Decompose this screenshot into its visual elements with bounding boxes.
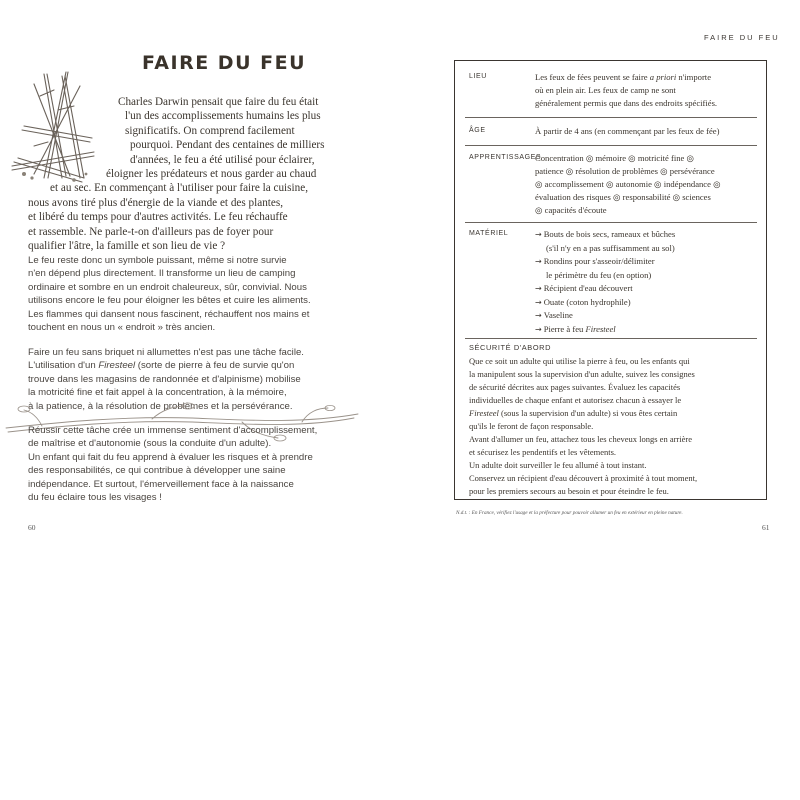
text-line: À partir de 4 ans (en commençant par les feux de fée) <box>535 126 720 136</box>
text-line: qu'ils le feront de façon responsable. <box>469 421 594 431</box>
row-lieu <box>465 69 757 118</box>
translator-footnote: N.d.t. : En France, vérifiez l'usage et la préfecture pour pouvoir allumer un feu en extérieur en pleine nature. <box>456 510 683 516</box>
text-line: patience ◎ résolution de problèmes ◎ persévérance <box>535 165 715 176</box>
text-line: trouve dans les magasins de randonnée et d'alpinisme) mobilise <box>28 373 301 385</box>
text-line <box>28 359 350 372</box>
row-materiel <box>465 226 757 339</box>
arrow-icon: → <box>535 256 542 266</box>
item-text: Vaseline <box>543 310 573 321</box>
info-box <box>454 60 767 500</box>
text-line: indépendance. Et surtout, l'émerveillement face à la naissance <box>28 478 294 490</box>
intro-line: Charles Darwin pensait que faire du feu était <box>118 96 319 108</box>
list-item <box>535 282 765 296</box>
label-age: ÂGE <box>469 127 486 134</box>
safety-title: SÉCURITÉ D'ABORD <box>469 343 552 352</box>
list-item <box>535 296 765 310</box>
text-line: Le feu reste donc un symbole puissant, même si notre survie <box>28 255 287 266</box>
intro-line: nous avons tiré plus d'énergie de la viande et des plantes, <box>28 196 284 209</box>
row-age <box>465 123 757 146</box>
text-line: à la patience, à la résolution de problèmes et la persévérance. <box>28 400 293 412</box>
running-header: FAIRE DU FEU <box>704 33 780 42</box>
text-line: la motricité fine et fait appel à la concentration, à la mémoire, <box>28 387 287 399</box>
text-line: ◎ accomplissement ◎ autonomie ◎ indépendance ◎ <box>535 178 721 189</box>
text-line: la manipulent sous la supervision d'un adulte, suivez les consignes <box>469 369 695 379</box>
arrow-icon: → <box>535 283 542 293</box>
list-item <box>535 323 765 337</box>
value-apprentissages <box>535 152 765 217</box>
left-page <box>0 0 400 540</box>
list-item <box>535 309 765 323</box>
item-text: Ouate (coton hydrophile) <box>543 296 631 307</box>
intro-line: qualifier l'âtre, la famille et son lieu de vie ? <box>28 240 226 253</box>
intro-line: et au sec. En commençant à l'utiliser pour faire la cuisine, <box>50 182 308 195</box>
label-lieu: LIEU <box>469 73 487 80</box>
text-line: Conservez un récipient d'eau découvert à proximité à tout moment, <box>469 473 698 483</box>
text-line: des responsabilités, ce qui contribue à développer une saine <box>28 465 286 477</box>
text-line <box>535 71 765 84</box>
value-lieu <box>535 71 765 110</box>
page-number-right: 61 <box>762 523 770 532</box>
text-line: généralement permis que dans des endroits spécifiés. <box>535 97 718 108</box>
page-number-left: 60 <box>28 523 36 532</box>
list-item <box>535 255 765 269</box>
text-fragment: n'importe <box>676 72 712 82</box>
text-line: Les flammes qui dansent nous fascinent, réchauffent nos mains et <box>28 308 310 320</box>
arrow-icon: → <box>535 311 542 321</box>
text-line: de sécurité décrites aux pages suivantes. Évaluez les capacités <box>469 382 681 392</box>
text-line: Faire un feu sans briquet ni allumettes n'est pas une tâche facile. <box>28 347 304 358</box>
intro-line: l'un des accomplissements humains les plus <box>125 110 321 123</box>
text-line <box>469 407 761 420</box>
arrow-icon: → <box>535 297 542 307</box>
text-line: évaluation des risques ◎ responsabilité ◎ sciences <box>535 191 711 202</box>
label-apprentissages: APPRENTISSAGES <box>469 154 542 161</box>
row-apprentissages <box>465 150 757 223</box>
text-line: n'en dépend plus directement. Il transforme un lieu de camping <box>28 268 296 280</box>
text-line: de maîtrise et d'autonomie (sous la conduite d'un adulte). <box>28 438 272 450</box>
materiel-list <box>535 228 765 337</box>
text-line: où en plein air. Les feux de camp ne sont <box>535 84 676 95</box>
text-line: ◎ capacités d'écoute <box>535 204 607 215</box>
label-materiel: MATÉRIEL <box>469 230 509 237</box>
item-text: Bouts de bois secs, rameaux et bûches <box>543 229 676 239</box>
brand-name: Firesteel <box>469 408 499 418</box>
text-line: pour les premiers secours au besoin et pour éteindre le feu. <box>469 486 669 496</box>
list-item-continuation: (s'il n'y en a pas suffisamment au sol) <box>546 242 675 253</box>
intro-line: éloigner les prédateurs et nous garder au chaud <box>106 168 317 181</box>
intro-line: significatifs. On comprend facilement <box>125 124 295 137</box>
emphasis: a priori <box>649 72 677 82</box>
paragraph-accomplishment <box>28 424 350 504</box>
brand-name: Firesteel <box>585 324 616 335</box>
value-age <box>535 125 765 138</box>
right-page <box>400 0 800 540</box>
text-line: Un adulte doit surveiller le feu allumé à tout instant. <box>469 460 647 470</box>
text-line: du feu éclaire tous les visages ! <box>28 492 162 504</box>
intro-line: d'années, le feu a été utilisé pour éclairer, <box>130 153 315 166</box>
text-line: Concentration ◎ mémoire ◎ motricité fine ◎ <box>535 153 694 163</box>
intro-line: et rassemble. Ne parle-t-on d'ailleurs pas de foyer pour <box>28 225 274 238</box>
text-line: Réussir cette tâche crée un immense sentiment d'accomplissement, <box>28 425 318 436</box>
list-item <box>535 228 765 242</box>
arrow-icon: → <box>535 230 542 239</box>
text-fragment: (sorte de pierre à feu de survie qu'on <box>135 360 295 372</box>
text-line: Que ce soit un adulte qui utilise la pierre à feu, ou les enfants qui <box>469 356 690 366</box>
intro-line: et libéré du temps pour d'autres activités. Le feu réchauffe <box>28 211 288 224</box>
text-fragment: Les feux de fées peuvent se faire <box>535 72 650 82</box>
intro-line: pourquoi. Pendant des centaines de milliers <box>130 139 325 152</box>
text-line: Un enfant qui fait du feu apprend à évaluer les risques et à prendre <box>28 451 313 463</box>
item-text: Rondins pour s'asseoir/délimiter <box>543 255 655 266</box>
page-title: FAIRE DU FEU <box>142 52 306 74</box>
text-fragment: L'utilisation d'un <box>28 360 99 372</box>
item-text: Récipient d'eau découvert <box>543 282 633 293</box>
text-line: et sécurisez les pendentifs et les vêtements. <box>469 447 617 457</box>
text-line: touchent en nous un « endroit » très ancien. <box>28 322 216 334</box>
list-item-continuation: le périmètre du feu (en option) <box>546 269 652 280</box>
text-line: ordinaire et sombre en un endroit chaleureux, sûr, convivial. Nous <box>28 281 307 293</box>
text-line: Avant d'allumer un feu, attachez tous les cheveux longs en arrière <box>469 434 692 444</box>
text-line: individuelles de chaque enfant et autorisez chacun à essayer le <box>469 395 682 405</box>
arrow-icon: → <box>535 325 542 335</box>
item-text: Pierre à feu <box>543 324 586 335</box>
safety-text <box>469 355 761 498</box>
text-line: utilisons encore le feu pour éloigner les bêtes et cuire les aliments. <box>28 295 311 307</box>
intro-paragraph <box>28 95 350 253</box>
paragraph-symbol <box>28 254 350 334</box>
text-fragment: (sous la supervision d'un adulte) si vous êtes certain <box>498 408 678 418</box>
brand-name: Firesteel <box>98 360 136 372</box>
